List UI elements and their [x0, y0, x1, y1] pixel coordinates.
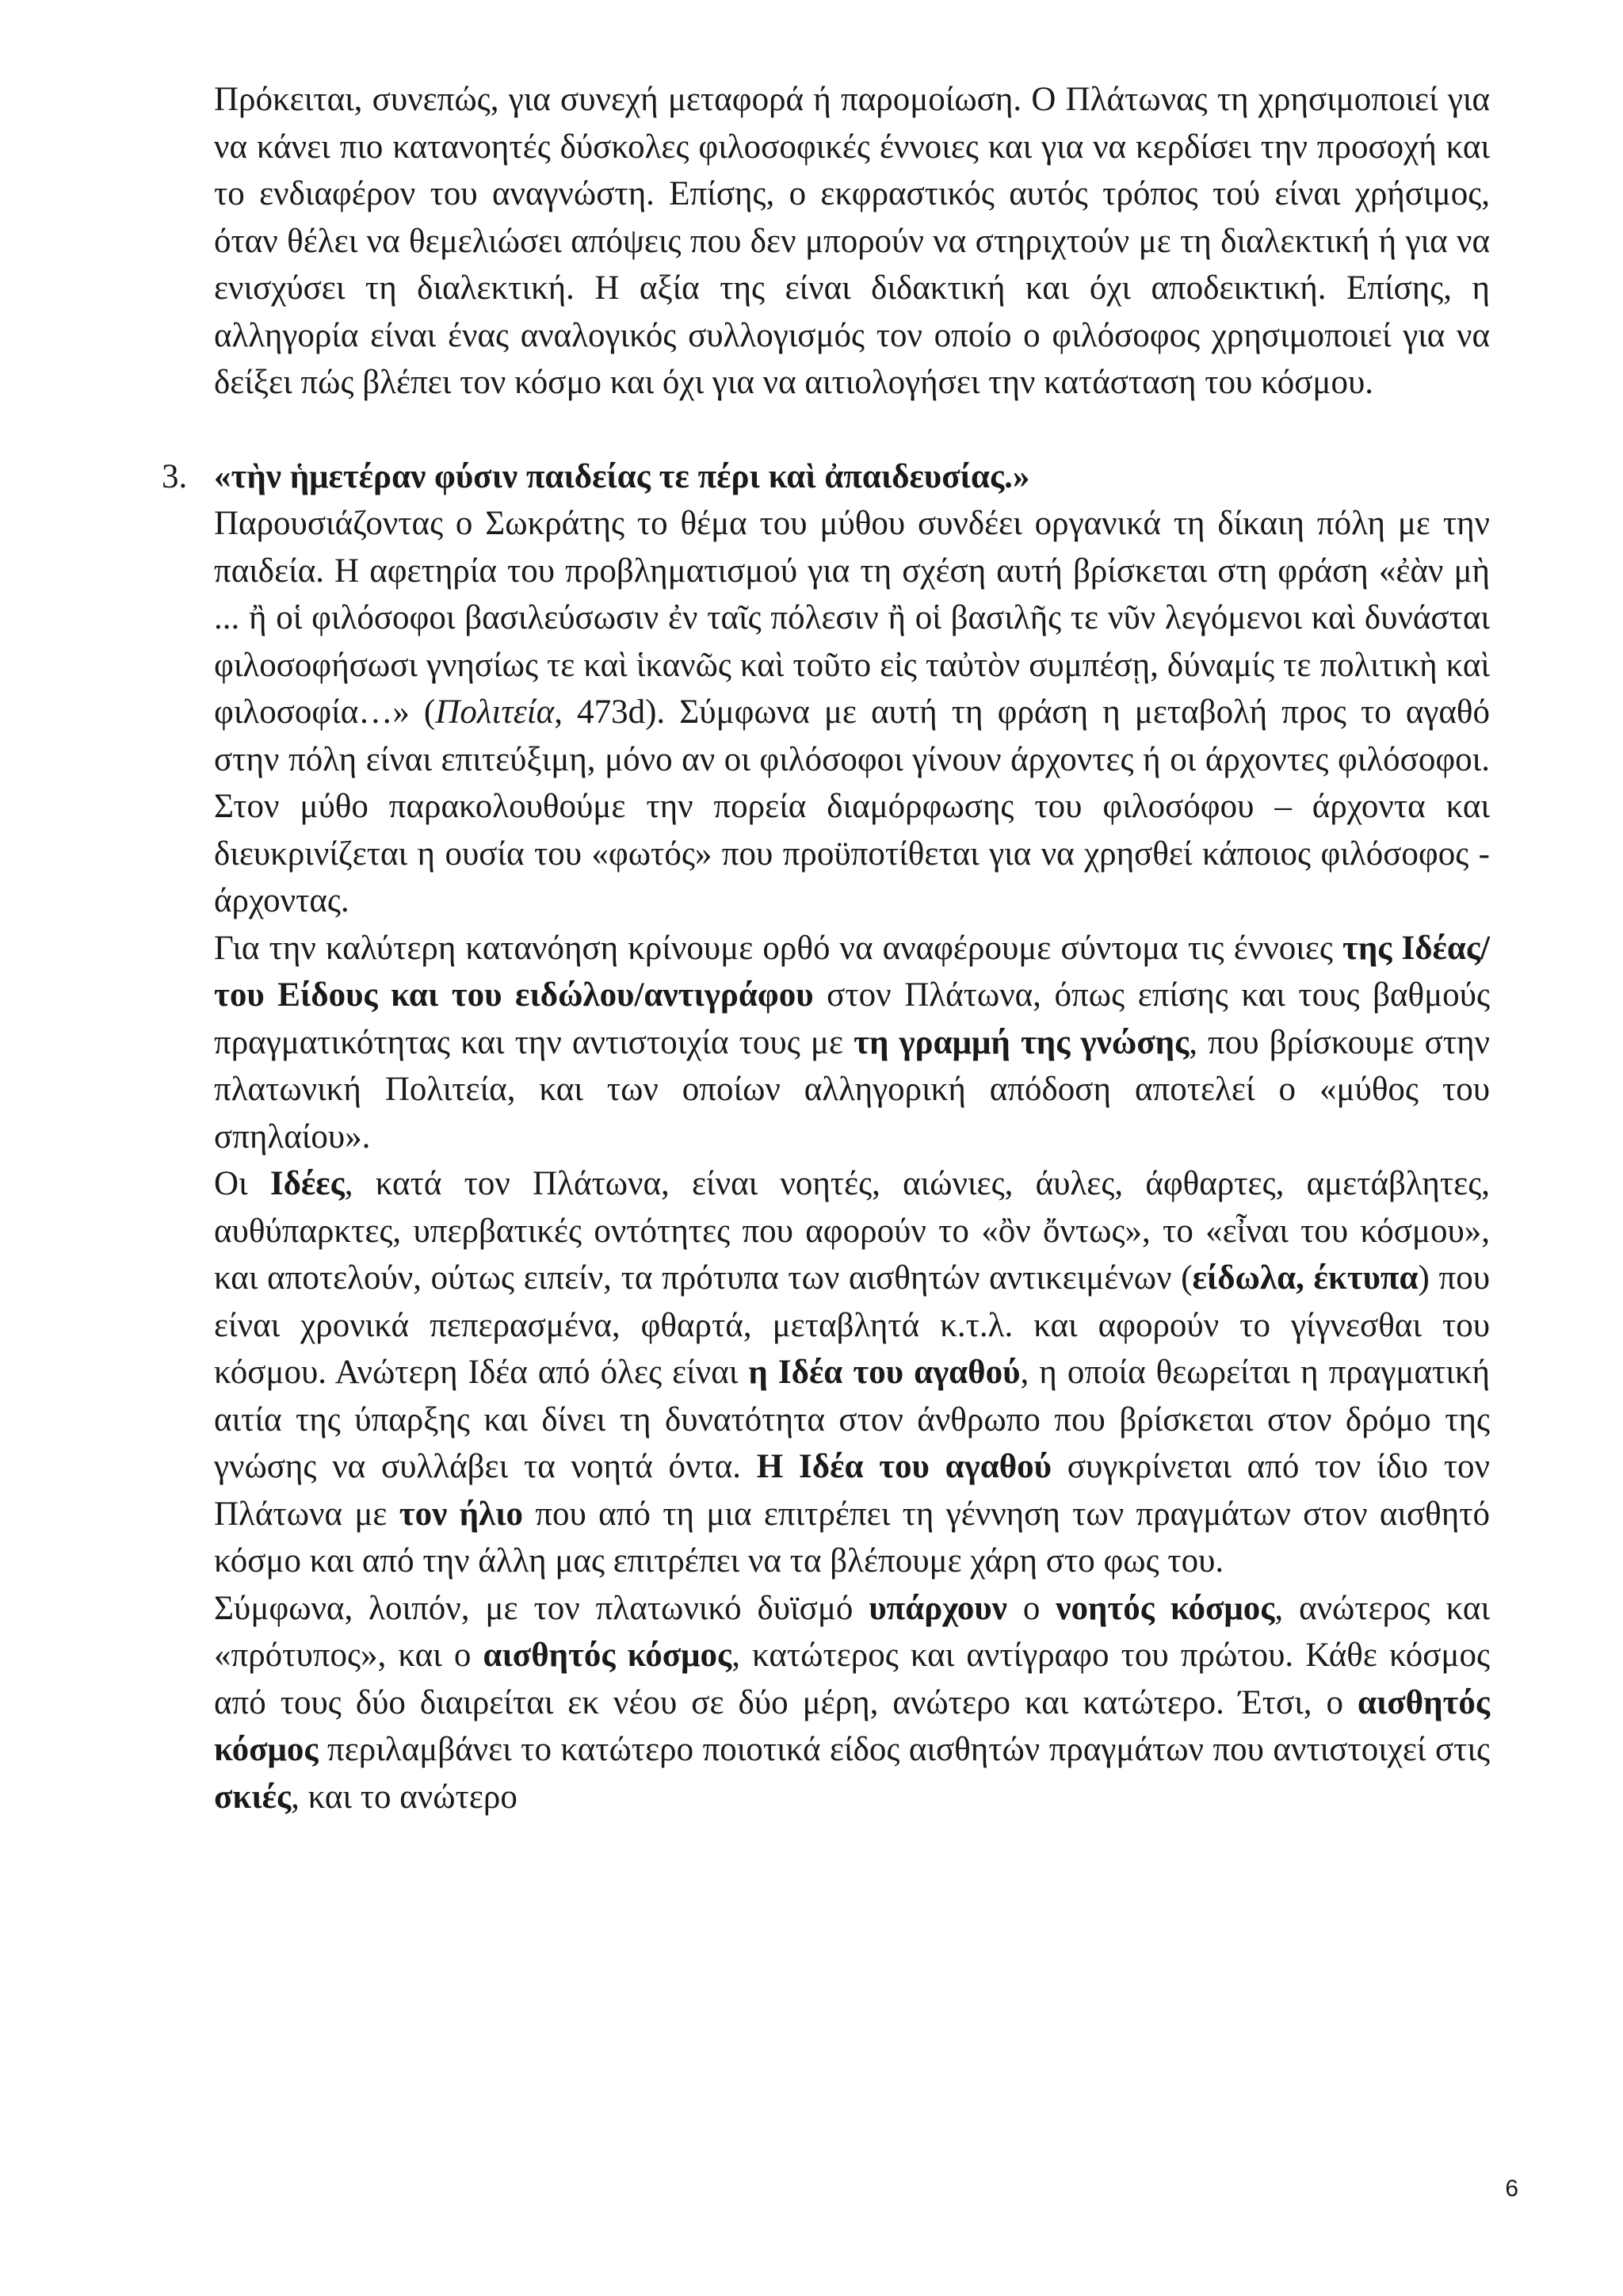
bold-term: αισθητός κόσμος [483, 1637, 732, 1674]
bold-term: νοητός κόσμος [1056, 1589, 1275, 1627]
bold-term: αισθητός κόσμος [214, 1683, 1490, 1768]
paragraph-2: Για την καλύτερη κατανόηση κρίνουμε ορθό να αναφέρουμε σύντομα τις έννοιες της Ιδέας/του Είδους και του ειδώλου/αντιγράφου στον Πλάτωνα, όπως επίσης και τους βαθμούς πραγματικότητας και την αντιστοιχία τους με τη γραμμή της γνώσης, που βρίσκουμε στην πλατωνική Πολιτεία, και των οποίων αλληγορική απόδοση αποτελεί ο «μύθος του σπηλαίου». [214, 929, 1490, 1156]
intro-paragraph: Πρόκειται, συνεπώς, για συνεχή μεταφορά ή παρομοίωση. Ο Πλάτωνας τη χρησιμοποιεί για να κάνει πιο κατανοητές δύσκολες φιλοσοφικές έννοιες και για να κερδίσει την προσοχή και το ενδιαφέρον του αναγνώστη. Επίσης, ο εκφραστικός αυτός τρόπος τού είναι χρήσιμος, όταν θέλει να θεμελιώσει απόψεις που δεν μπορούν να στηριχτούν με τη διαλεκτική ή για να ενισχύσει τη διαλεκτική. Η αξία της είναι διδακτική και όχι αποδεικτική. Επίσης, η αλληγορία είναι ένας αναλογικός συλλογισμός τον οποίο ο φιλόσοφος χρησιμοποιεί για να δείξει πώς βλέπει τον κόσμο και όχι για να αιτιολογήσει την κατάσταση του κόσμου. [214, 81, 1490, 401]
page-number: 6 [1505, 2176, 1518, 2202]
paragraph-1: Παρουσιάζοντας ο Σωκράτης το θέμα του μύθου συνδέει οργανικά τη δίκαιη πόλη με την παιδεία. Η αφετηρία του προβληματισμού για τη σχέση αυτή βρίσκεται στη φράση «ἐὰν μὴ ... ἢ οἱ φιλόσοφοι βασιλεύσωσιν ἐν ταῖς πόλεσιν ἢ οἱ βασιλῆς τε νῦν λεγόμενοι καὶ δυνάσται φιλοσοφήσωσι γνησίως τε καὶ ἱκανῶς καὶ τοῦτο εἰς ταὐτὸν συμπέσῃ, δύναμίς τε πολιτικὴ καὶ φιλοσοφία…» (Πολιτεία, 473d). Σύμφωνα με αυτή τη φράση η μεταβολή προς το αγαθό στην πόλη είναι επιτεύξιμη, μόνο αν οι φιλόσοφοι γίνουν άρχοντες ή οι άρχοντες φιλόσοφοι. Στον μύθο παρακολουθούμε την πορεία διαμόρφωσης του φιλοσόφου – άρχοντα και διευκρινίζεται η ουσία του «φωτός» που προϋποτίθεται για να χρησθεί κάποιος φιλόσοφος - άρχοντας. [214, 505, 1490, 919]
item-heading: «τὴν ἡμετέραν φύσιν παιδείας τε πέρι καὶ ἀπαιδευσίας.» [214, 457, 1030, 495]
numbered-item [162, 453, 1491, 1821]
bold-term: Η Ιδέα του αγαθού [756, 1448, 1052, 1485]
paragraph-4: Σύμφωνα, λοιπόν, με τον πλατωνικό δυϊσμό υπάρχουν ο νοητός κόσμος, ανώτερος και «πρότυπος», και ο αισθητός κόσμος, κατώτερος και αντίγραφο του πρώτου. Κάθε κόσμος από τους δύο διαιρείται εκ νέου σε δύο μέρη, ανώτερο και κατώτερο. Έτσι, ο αισθητός κόσμος περιλαμβάνει το κατώτερο ποιοτικά είδος αισθητών πραγμάτων που αντιστοιχεί στις σκιές, και το ανώτερο [214, 1589, 1491, 1816]
bold-term: υπάρχουν [869, 1589, 1007, 1627]
bold-term: τη γραμμή της γνώσης [854, 1023, 1190, 1061]
paragraph-3: Οι Ιδέες, κατά τον Πλάτωνα, είναι νοητές, αιώνιες, άυλες, άφθαρτες, αμετάβλητες, αυθύπαρκτες, υπερβατικές οντότητες που αφορούν το «ὂν ὄντως», το «εἶναι του κόσμου», και αποτελούν, ούτως ειπείν, τα πρότυπα των αισθητών αντικειμένων (είδωλα, έκτυπα) που είναι χρονικά πεπερασμένα, φθαρτά, μεταβλητά κ.τ.λ. και αφορούν το γίγνεσθαι του κόσμου. Ανώτερη Ιδέα από όλες είναι η Ιδέα του αγαθού, η οποία θεωρείται η πραγματική αιτία της ύπαρξης και δίνει τη δυνατότητα στον άνθρωπο που βρίσκεται στον δρόμο της γνώσης να συλλάβει τα νοητά όντα. Η Ιδέα του αγαθού συγκρίνεται από τον ίδιο τον Πλάτωνα με τον ήλιο που από τη μια επιτρέπει τη γέννηση των πραγμάτων στον αισθητό κόσμο και από την άλλη μας επιτρέπει να τα βλέπουμε χάρη στο φως του. [214, 1165, 1491, 1580]
italic-title: Πολιτεία [435, 693, 555, 731]
bold-term: της Ιδέας/του Είδους και του ειδώλου/αντιγράφου [214, 929, 1490, 1014]
bold-term: τον ήλιο [399, 1495, 524, 1533]
bold-term: Ιδέες [269, 1165, 345, 1202]
bold-term: είδωλα, έκτυπα [1192, 1259, 1419, 1297]
bold-term: σκιές [214, 1778, 292, 1816]
item-number: 3. [162, 457, 188, 495]
bold-term: η Ιδέα του αγαθού [748, 1354, 1021, 1391]
body-text [162, 76, 1491, 1820]
